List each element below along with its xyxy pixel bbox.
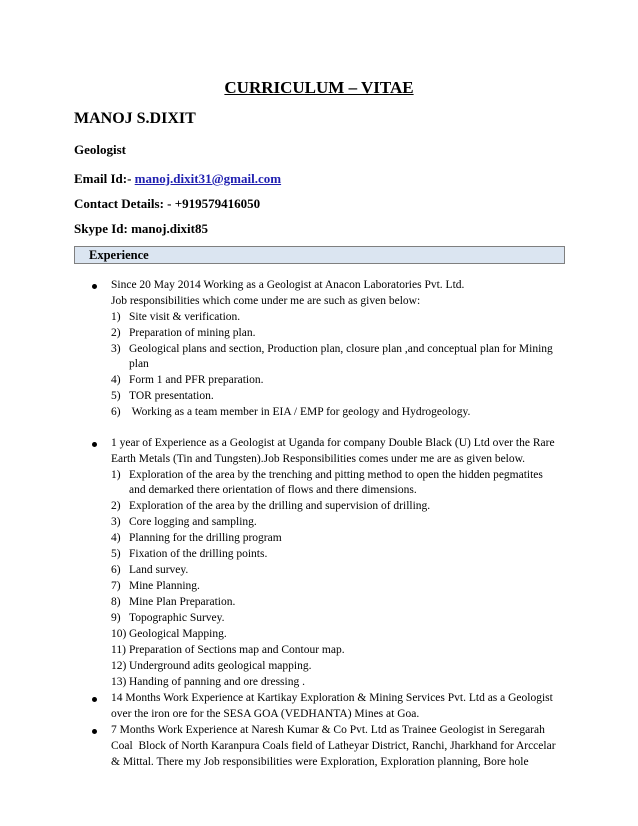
- block1-line1: Since 20 May 2014 Working as a Geologist at Anacon Laboratories Pvt. Ltd.: [111, 279, 465, 291]
- list-item: Exploration of the area by the drilling and supervision of drilling.: [129, 500, 431, 512]
- list-item: Topographic Survey.: [129, 612, 225, 624]
- list-item-continued: plan: [129, 358, 149, 370]
- list-number: 6): [111, 564, 121, 576]
- list-item: Site visit & verification.: [129, 311, 241, 323]
- list-number: 12): [111, 660, 127, 672]
- list-item: Underground adits geological mapping.: [129, 660, 312, 672]
- list-number: 7): [111, 580, 121, 592]
- list-number: 13): [111, 676, 127, 688]
- list-item: Form 1 and PFR preparation.: [129, 374, 264, 386]
- list-item: Land survey.: [129, 564, 189, 576]
- block3-line1: 14 Months Work Experience at Kartikay Exploration & Mining Services Pvt. Ltd as a Geologist: [111, 692, 553, 704]
- designation: Geologist: [74, 142, 126, 157]
- bullet-icon: [92, 729, 97, 734]
- bullet-icon: [92, 284, 97, 289]
- list-number: 1): [111, 311, 121, 323]
- list-item: TOR presentation.: [129, 390, 214, 402]
- list-number: 11): [111, 644, 126, 656]
- list-item: Core logging and sampling.: [129, 516, 257, 528]
- list-item: Mine Planning.: [129, 580, 200, 592]
- document-title: CURRICULUM – VITAE: [224, 78, 414, 97]
- skype-id: Skype Id: manoj.dixit85: [74, 221, 208, 236]
- email-line: [74, 171, 281, 187]
- list-number: 2): [111, 327, 121, 339]
- bullet-icon: [92, 697, 97, 702]
- list-item: Geological plans and section, Production plan, closure plan ,and conceptual plan for Mining: [129, 343, 553, 355]
- list-item: Working as a team member in EIA / EMP for geology and Hydrogeology.: [129, 406, 471, 418]
- block3-line2: over the iron ore for the SESA GOA (VEDHANTA) Mines at Goa.: [111, 708, 420, 720]
- list-number: 4): [111, 532, 121, 544]
- list-item: Exploration of the area by the trenching and pitting method to open the hidden pegmatites: [129, 469, 543, 481]
- block4-line3: & Mittal. There my Job responsibilities were Exploration, Exploration planning, Bore hole: [111, 756, 529, 768]
- block4-line1: 7 Months Work Experience at Naresh Kumar & Co Pvt. Ltd as Trainee Geologist in Seregarah: [111, 724, 545, 736]
- list-item: Preparation of mining plan.: [129, 327, 256, 339]
- list-number: 1): [111, 469, 121, 481]
- list-number: 9): [111, 612, 121, 624]
- block1-line2: Job responsibilities which come under me are such as given below:: [111, 295, 421, 307]
- experience-section-header: [74, 246, 565, 264]
- list-item: Preparation of Sections map and Contour map.: [129, 644, 345, 656]
- list-item: Fixation of the drilling points.: [129, 548, 268, 560]
- block2-line2: Earth Metals (Tin and Tungsten).Job Responsibilities comes under me are as given below.: [111, 453, 526, 465]
- candidate-name: MANOJ S.DIXIT: [74, 110, 196, 127]
- section-title: Experience: [89, 248, 149, 262]
- block4-line2: Coal Block of North Karanpura Coals field of Latheyar District, Ranchi, Jharkhand for Arccelar: [111, 740, 556, 752]
- bullet-icon: [92, 442, 97, 447]
- list-number: 3): [111, 516, 121, 528]
- list-number: 5): [111, 390, 121, 402]
- list-number: 8): [111, 596, 121, 608]
- list-item: Planning for the drilling program: [129, 532, 282, 544]
- list-item: Geological Mapping.: [129, 628, 227, 640]
- list-item-continued: and demarked there orientation of flows and there dimensions.: [129, 484, 417, 496]
- email-label: Email Id:-: [74, 171, 135, 186]
- list-item: Handing of panning and ore dressing .: [129, 676, 305, 688]
- list-number: 6): [111, 406, 121, 418]
- contact-details: Contact Details: - +919579416050: [74, 196, 261, 211]
- list-number: 3): [111, 343, 121, 355]
- list-item: Mine Plan Preparation.: [129, 596, 236, 608]
- list-number: 10): [111, 628, 127, 640]
- list-number: 5): [111, 548, 121, 560]
- list-number: 2): [111, 500, 121, 512]
- email-link[interactable]: manoj.dixit31@gmail.com: [134, 171, 282, 186]
- list-number: 4): [111, 374, 121, 386]
- block2-line1: 1 year of Experience as a Geologist at Uganda for company Double Black (U) Ltd over the Rare: [111, 437, 555, 449]
